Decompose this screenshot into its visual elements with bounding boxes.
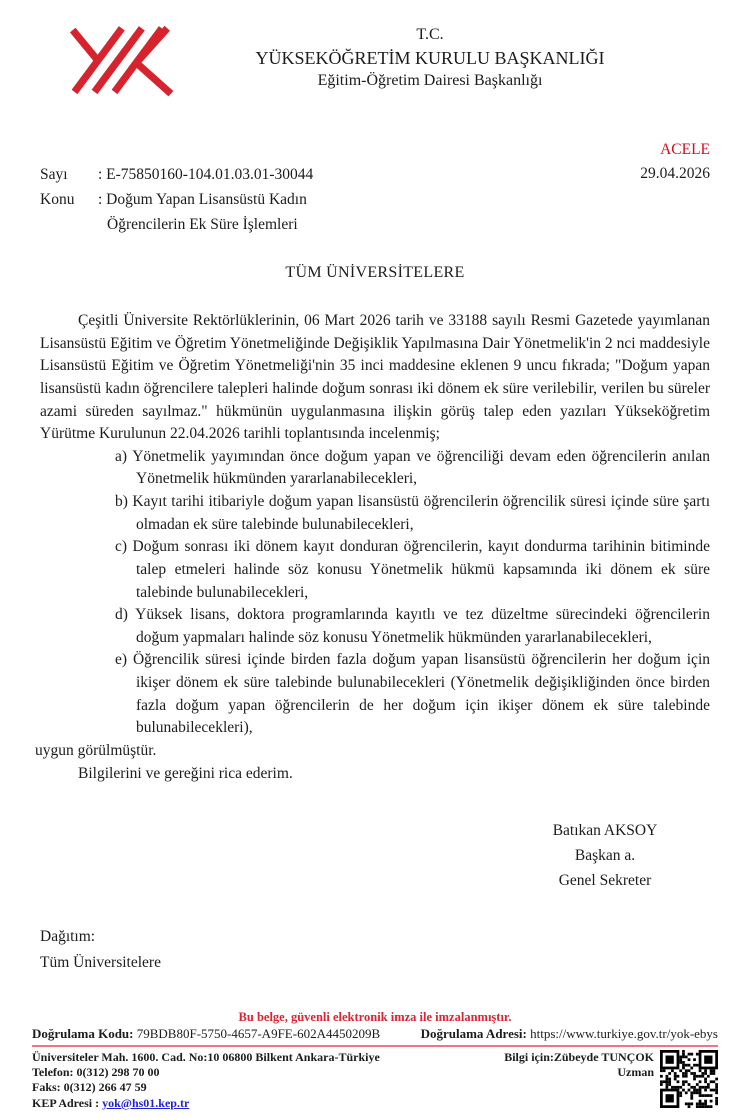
- sayi-value: : E-75850160-104.01.03.01-30044: [98, 166, 314, 183]
- signer-title2: Genel Sekreter: [558, 871, 652, 889]
- address-column: [32, 1050, 504, 1111]
- letterhead-text: [110, 24, 750, 91]
- kep-address-row: [32, 1096, 504, 1111]
- list-text: Yüksek lisans, doktora programlarında kayıtlı ve tez düzeltme sürecindeki öğrencilerin doğum yapmaları halinde söz konusu Yönetmelik hükmünden yararlanabilecekleri,: [135, 606, 710, 646]
- signature-block: [490, 819, 720, 893]
- contact-person-title: Uzman: [617, 1064, 654, 1079]
- yok-logo-icon: [60, 20, 180, 102]
- verification-row: [32, 1026, 718, 1045]
- distribution-label: Dağıtım:: [40, 927, 96, 945]
- konu-value-line1: : Doğum Yapan Lisansüstü Kadın: [98, 190, 307, 208]
- konu-row: [40, 188, 313, 213]
- list-marker: d): [115, 606, 128, 624]
- list-marker: a): [115, 447, 128, 465]
- closing-line: uygun görülmüştür.: [35, 741, 157, 759]
- info-label: Bilgi için:: [504, 1049, 554, 1064]
- contact-person-column: [504, 1050, 654, 1081]
- letter-body: [0, 310, 750, 785]
- letterhead: [0, 0, 750, 116]
- verification-code-value: 79BDB80F-5750-4657-A9FE-602A4450209B: [136, 1025, 381, 1041]
- document-footer: [0, 1010, 750, 1119]
- verification-address-value: https://www.turkiye.gov.tr/yok-ebys: [530, 1025, 718, 1041]
- state-abbrev: T.C.: [416, 26, 444, 43]
- decision-list: [40, 446, 710, 740]
- urgency-date-block: [640, 138, 710, 186]
- sayi-row: [40, 163, 313, 188]
- list-text: Doğum sonrası iki dönem kayıt donduran öğrencilerin, kayıt dondurma tarihinin bitiminde talep etmeleri halinde söz konusu Yönetmelik hükmü kapsamında iki dönem ek süre talebinde bulunabilecekleri,: [132, 538, 710, 601]
- urgency-label: ACELE: [660, 141, 710, 158]
- postal-address: Üniversiteler Mah. 1600. Cad. No:10 06800 Bilkent Ankara-Türkiye: [32, 1049, 380, 1064]
- main-paragraph: Çeşitli Üniversite Rektörlüklerinin, 06 Mart 2026 tarih ve 33188 sayılı Resmi Gazetede yayımlanan Lisansüstü Eğitim ve Öğretim Yönetmeliğinde Değişiklik Yapılmasına Dair Yönetmelik'in 2 nci maddesiyle Lisansüstü Eğitim ve Öğretim Yönetmeliği'nin 35 inci maddesine eklenen 9 uncu fıkrada; "Doğum yapan lisansüstü kadın öğrencilere talepleri halinde doğum sonrası iki dönem ek süre verilebilir, verilen bu süreler azami süreden sayılmaz." hükmünün uygulanmasına ilişkin görüş talep eden yazıları Yükseköğretim Yürütme Kurulunun 22.04.2026 tarihli toplantısında incelenmiş;: [40, 312, 710, 443]
- kep-label: KEP Adresi :: [32, 1095, 100, 1110]
- institution-name: YÜKSEKÖĞRETİM KURULU BAŞKANLIĞI: [255, 47, 605, 68]
- document-meta: [0, 138, 750, 238]
- verification-address-label: Doğrulama Adresi:: [420, 1025, 527, 1041]
- department-name: Eğitim-Öğretim Dairesi Başkanlığı: [317, 71, 543, 89]
- recipient-heading: TÜM ÜNİVERSİTELERE: [285, 264, 465, 281]
- list-item: [40, 491, 710, 536]
- list-item: [40, 446, 710, 491]
- reference-block: [40, 163, 313, 237]
- contact-person-name: Zübeyde TUNÇOK: [553, 1049, 654, 1064]
- list-text: Öğrencilik süresi içinde birden fazla doğum yapan lisansüstü öğrencilerin her doğum için ikişer dönem ek süre talebinde bulunabilecekleri (Yönetmelik değişikliğinden önce birden fazla doğum yapan öğrencilerin de her doğum için ikişer dönem ek süre talebinde bulunabilecekleri),: [132, 651, 710, 737]
- list-item: [40, 649, 710, 740]
- list-item: [40, 536, 710, 604]
- konu-value-line2: Öğrencilerin Ek Süre İşlemleri: [107, 215, 298, 233]
- list-item: [40, 604, 710, 649]
- sayi-label: Sayı: [40, 166, 68, 183]
- list-text: Kayıt tarihi itibariyle doğum yapan lisansüstü öğrencilerin öğrencilik süresi içinde süre şartı olmadan ek süre talebinde bulunabilecekleri,: [132, 493, 711, 533]
- esign-notice: Bu belge, güvenli elektronik imza ile imzalanmıştır.: [238, 1009, 512, 1024]
- signer-title1: Başkan a.: [574, 846, 636, 864]
- fax-number: Faks: 0(312) 266 47 59: [32, 1080, 147, 1095]
- konu-label: Konu: [40, 190, 75, 208]
- distribution-value: Tüm Üniversitelere: [40, 953, 161, 971]
- footer-contact-block: [32, 1045, 718, 1111]
- document-date: 29.04.2026: [640, 165, 710, 183]
- list-marker: c): [115, 538, 128, 556]
- verification-code: [32, 1026, 380, 1042]
- list-marker: e): [115, 651, 128, 669]
- contact-person-row: [504, 1050, 654, 1065]
- kep-email-link[interactable]: yok@hs01.kep.tr: [102, 1095, 190, 1110]
- verification-address: [421, 1026, 718, 1042]
- list-marker: b): [115, 493, 128, 510]
- distribution-block: [0, 924, 750, 977]
- signer-name: Batıkan AKSOY: [552, 822, 658, 840]
- verification-code-label: Doğrulama Kodu:: [32, 1025, 134, 1041]
- regards-line: Bilgilerini ve gereğini rica ederim.: [78, 764, 293, 782]
- qr-code: [660, 1050, 718, 1108]
- list-text: Yönetmelik yayımından önce doğum yapan ve öğrenciliği devam eden öğrencilerin anılan Yönetmelik hükmünden yararlanabilecekleri,: [132, 447, 710, 488]
- phone-number: Telefon: 0(312) 298 70 00: [32, 1064, 160, 1079]
